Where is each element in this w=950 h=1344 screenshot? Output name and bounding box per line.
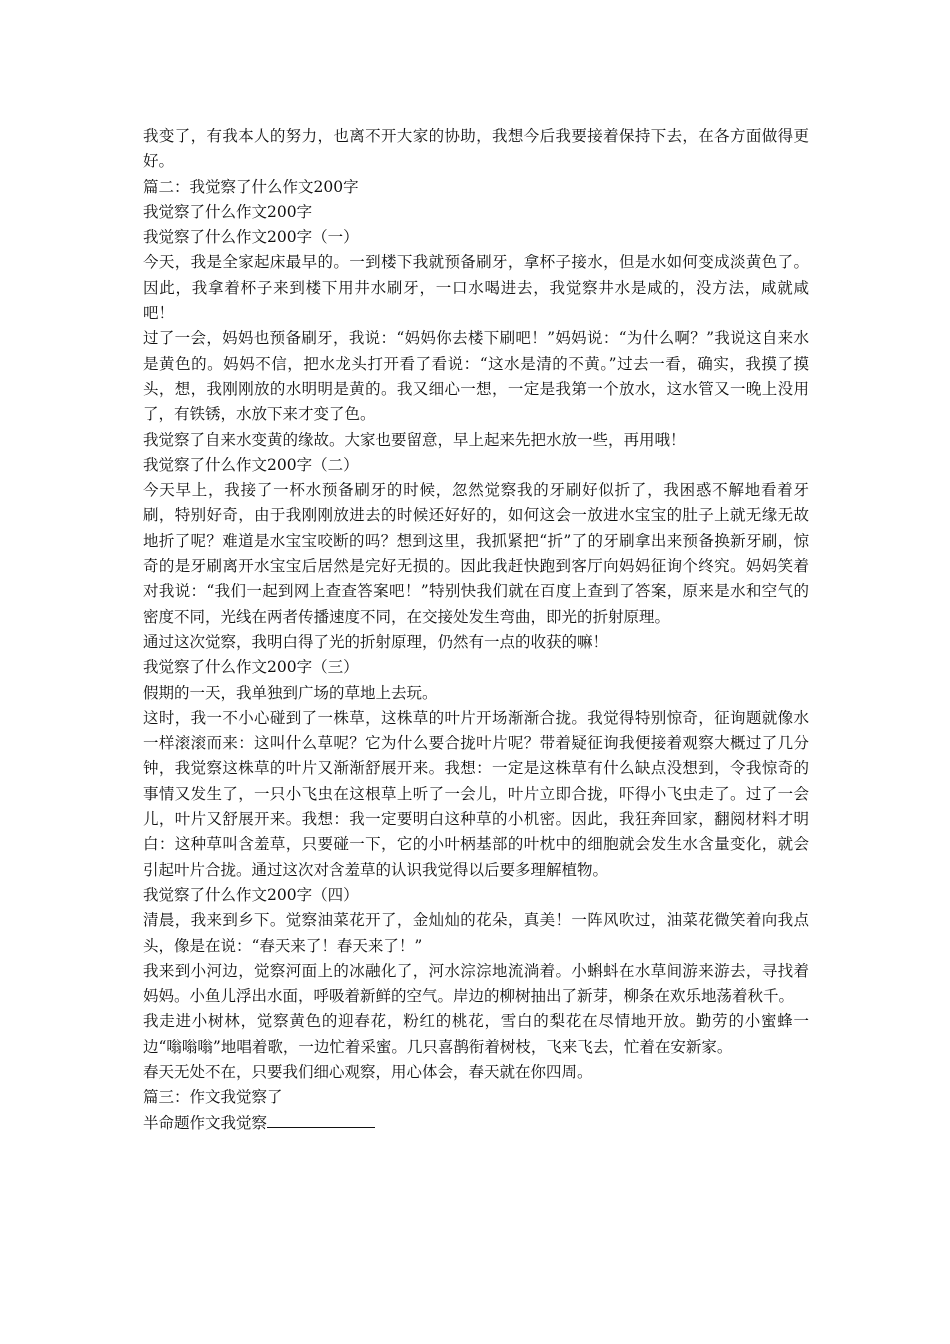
section-heading: 篇二：我觉察了什么作文200字 (143, 177, 359, 196)
paragraph: 春天无处不在，只要我们细心观察，用心体会，春天就在你四周。 (143, 1062, 593, 1081)
section-heading: 篇三：作文我觉察了 (143, 1088, 283, 1107)
prompt-line (143, 1111, 809, 1136)
article-title: 我觉察了什么作文200字 (143, 202, 313, 221)
subsection-heading: 我觉察了什么作文200字（四） (143, 885, 359, 904)
paragraph: 我变了，有我本人的努力，也离不开大家的协助，我想今后我要接着保持下去，在各方面做得更好。 (143, 127, 809, 171)
document-body (143, 124, 809, 1136)
paragraph: 过了一会，妈妈也预备刷牙，我说：“妈妈你去楼下刷吧！”妈妈说：“为什么啊？”我说这自来水是黄色的。妈妈不信，把水龙头打开看了看说：“这水是清的不黄。”过去一看，确实，我摸了摸头，想，我刚刚放的水明明是黄的。我又细心一想，一定是我第一个放水，这水管又一晚上没用了，有铁锈，水放下来才变了色。 (143, 329, 809, 424)
subsection-heading: 我觉察了什么作文200字（一） (143, 228, 359, 247)
paragraph: 这时，我一不小心碰到了一株草，这株草的叶片开场渐渐合拢。我觉得特别惊奇，征询题就像水一样滚滚而来：这叫什么草呢？它为什么要合拢叶片呢？带着疑征询我便接着观察大概过了几分钟，我觉察这株草的叶片又渐渐舒展开来。我想：一定是这株草有什么缺点没想到，令我惊奇的事情又发生了，一只小飞虫在这根草上听了一会儿，叶片立即合拢，吓得小飞虫走了。过了一会儿，叶片又舒展开来。我想：我一定要明白这种草的小机密。因此，我狂奔回家，翻阅材料才明白：这种草叫含羞草，只要碰一下，它的小叶柄基部的叶枕中的细胞就会发生水含量变化，就会引起叶片合拢。通过这次对含羞草的认识我觉得以后要多理解植物。 (143, 708, 809, 879)
fill-in-blank (267, 1111, 375, 1128)
paragraph: 假期的一天，我单独到广场的草地上去玩。 (143, 683, 438, 702)
paragraph: 今天，我是全家起床最早的。一到楼下我就预备刷牙，拿杯子接水，但是水如何变成淡黄色了。因此，我拿着杯子来到楼下用井水刷牙，一口水喝进去，我觉察井水是咸的，没方法，咸就咸吧！ (143, 253, 809, 323)
paragraph: 我来到小河边，觉察河面上的冰融化了，河水淙淙地流淌着。小蝌蚪在水草间游来游去，寻找着妈妈。小鱼儿浮出水面，呼吸着新鲜的空气。岸边的柳树抽出了新芽，柳条在欢乐地荡着秋千。 (143, 961, 809, 1006)
paragraph: 我觉察了自来水变黄的缘故。大家也要留意，早上起来先把水放一些，再用哦！ (143, 430, 686, 449)
paragraph: 我走进小树林，觉察黄色的迎春花，粉红的桃花，雪白的梨花在尽情地开放。勤劳的小蜜蜂一边“嗡嗡嗡”地唱着歌，一边忙着采蜜。几只喜鹊衔着树枝，飞来飞去，忙着在安新家。 (143, 1012, 809, 1056)
subsection-heading: 我觉察了什么作文200字（二） (143, 455, 359, 474)
paragraph: 通过这次觉察，我明白得了光的折射原理，仍然有一点的收获的嘛！ (143, 632, 609, 651)
prompt-text: 半命题作文我觉察 (143, 1113, 268, 1132)
paragraph: 今天早上，我接了一杯水预备刷牙的时候，忽然觉察我的牙刷好似折了，我困惑不解地看着牙刷，特别好奇，由于我刚刚放进去的时候还好好的，如何这会一放进水宝宝的肚子上就无缘无故地折了呢？难道是水宝宝咬断的吗？想到这里，我抓紧把“折”了的牙刷拿出来预备换新牙刷，惊奇的是牙刷离开水宝宝后居然是完好无损的。因此我赶快跑到客厅向妈妈征询个终究。妈妈笑着对我说：“我们一起到网上查查答案吧！”特别快我们就在百度上查到了答案，原来是水和空气的密度不同，光线在两者传播速度不同，在交接处发生弯曲，即光的折射原理。 (143, 481, 809, 626)
paragraph: 清晨，我来到乡下。觉察油菜花开了，金灿灿的花朵，真美！一阵风吹过，油菜花微笑着向我点头，像是在说：“春天来了！春天来了！” (143, 911, 809, 955)
subsection-heading: 我觉察了什么作文200字（三） (143, 658, 359, 677)
